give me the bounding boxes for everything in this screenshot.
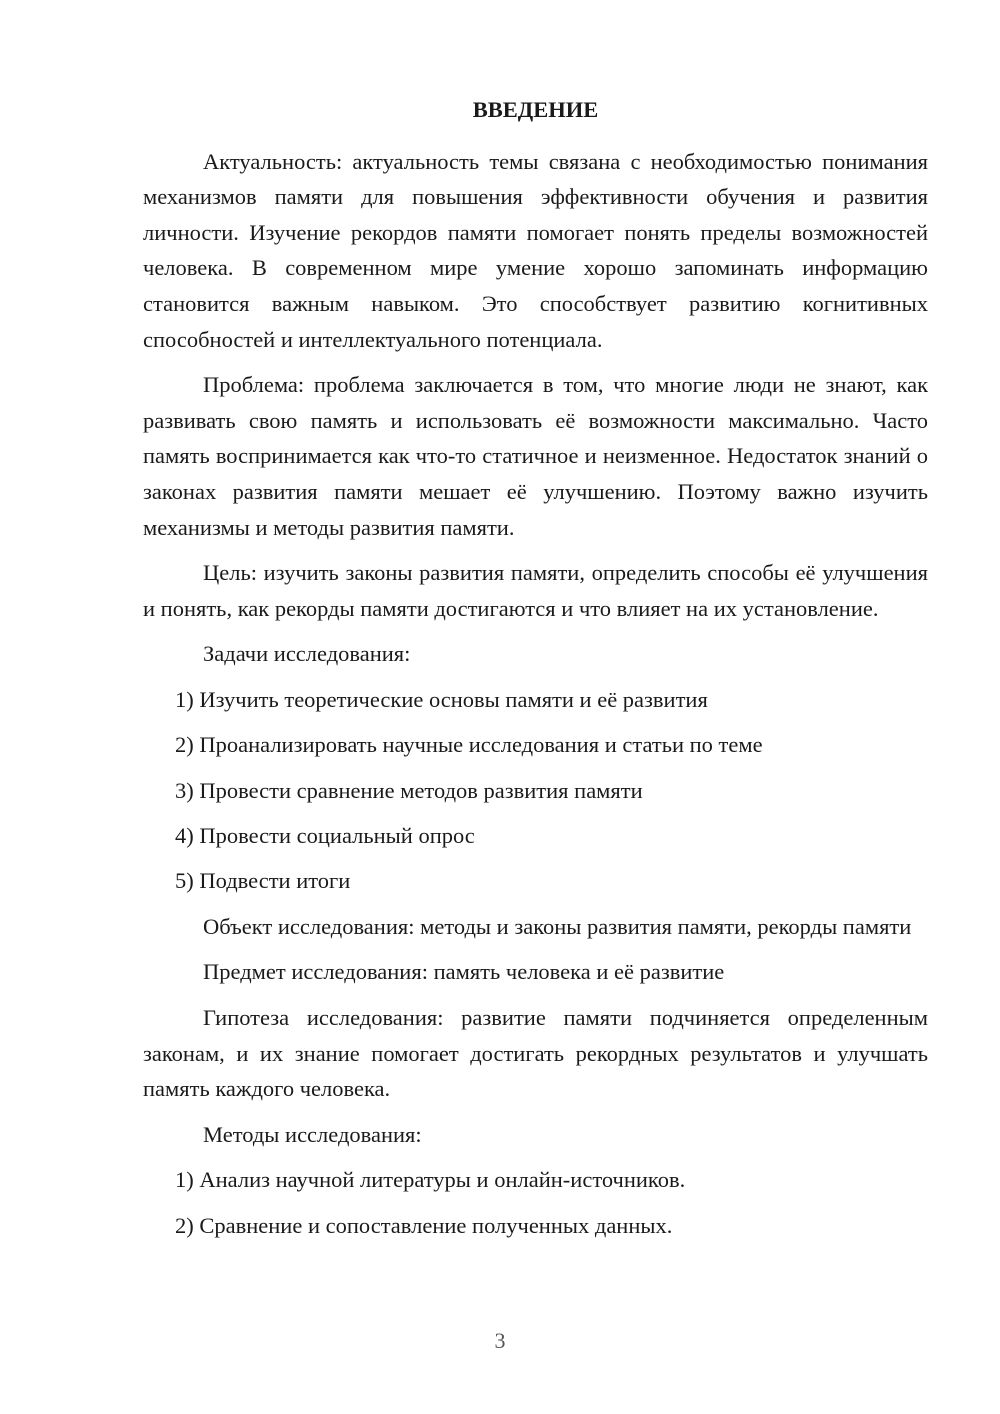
list-item: 3) Провести сравнение методов развития памяти [175, 777, 643, 803]
tasks-list [143, 682, 928, 899]
list-item: 4) Провести социальный опрос [175, 823, 475, 849]
subject-paragraph: Предмет исследования: память человека и её развитие [203, 959, 725, 985]
methods-heading: Методы исследования: [203, 1121, 422, 1147]
methods-list [143, 1162, 928, 1243]
tasks-heading: Задачи исследования: [203, 641, 411, 667]
page-title: ВВЕДЕНИЕ [472, 97, 599, 122]
list-item: 1) Изучить теоретические основы памяти и её развития [175, 686, 708, 712]
document-page [143, 92, 928, 1253]
goal-paragraph: Цель: изучить законы развития памяти, определить способы её улучшения и понять, как рекорды памяти достигаются и что влияет на их установление. [143, 560, 928, 621]
list-item: 2) Сравнение и сопоставление полученных данных. [175, 1212, 673, 1238]
page-number: 3 [494, 1328, 506, 1353]
list-item: 1) Анализ научной литературы и онлайн-источников. [175, 1167, 686, 1193]
problem-paragraph: Проблема: проблема заключается в том, что многие люди не знают, как развивать свою память и использовать её возможности максимально. Часто память воспринимается как что-то статичное и неизменное. Недостаток знаний о законах развития памяти мешает её улучшению. Поэтому важно изучить механизмы и методы развития памяти. [143, 372, 928, 540]
list-item: 5) Подвести итоги [175, 868, 351, 894]
list-item: 2) Проанализировать научные исследования и статьи по теме [175, 732, 763, 758]
hypothesis-paragraph: Гипотеза исследования: развитие памяти подчиняется определенным законам, и их знание помогает достигать рекордных результатов и улучшать память каждого человека. [143, 1005, 928, 1102]
object-paragraph: Объект исследования: методы и законы развития памяти, рекорды памяти [203, 913, 912, 939]
relevance-paragraph: Актуальность: актуальность темы связана с необходимостью понимания механизмов памяти для повышения эффективности обучения и развития личности. Изучение рекордов памяти помогает понять пределы возможностей человека. В современном мире умение хорошо запоминать информацию становится важным навыком. Это способствует развитию когнитивных способностей и интеллектуального потенциала. [143, 148, 928, 352]
